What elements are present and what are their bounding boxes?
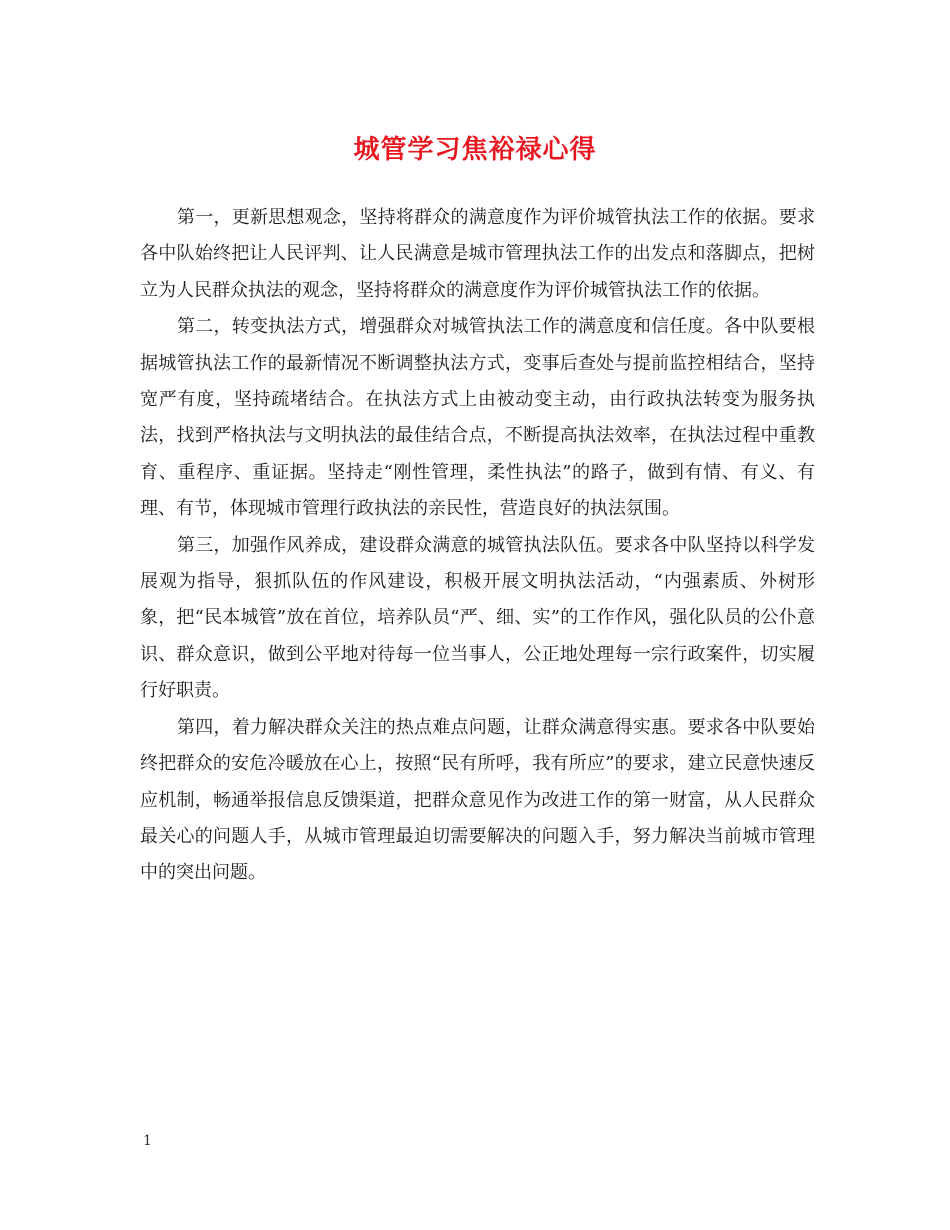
page-title: 城管学习焦裕禄心得 — [353, 135, 597, 165]
paragraph-4: 第四，着力解决群众关注的热点难点问题，让群众满意得实惠。要求各中队要始终把群众的安危冷暖放在心上，按照“民有所呼，我有所应”的要求，建立民意快速反应机制，畅通举报信息反馈渠道，把群众意见作为改进工作的第一财富，从人民群众最关心的问题人手，从城市管理最迫切需要解决的问题入手，努力解决当前城市管理中的突出问题。 — [140, 716, 815, 884]
document-body — [140, 200, 815, 892]
page-number: 1 — [143, 1133, 152, 1149]
paragraph-3: 第三，加强作风养成，建设群众满意的城管执法队伍。要求各中队坚持以科学发展观为指导，狠抓队伍的作风建设，积极开展文明执法活动，“内强素质、外树形象，把“民本城管”放在首位，培养队员“严、细、实”的工作作风，强化队员的公仆意识、群众意识，做到公平地对待每一位当事人，公正地处理每一宗行政案件，切实履行好职责。 — [140, 534, 815, 702]
paragraph-1: 第一，更新思想观念，坚持将群众的满意度作为评价城管执法工作的依据。要求各中队始终把让人民评判、让人民满意是城市管理执法工作的出发点和落脚点，把树立为人民群众执法的观念，坚持将群众的满意度作为评价城管执法工作的依据。 — [140, 207, 815, 301]
paragraph-2: 第二，转变执法方式，增强群众对城管执法工作的满意度和信任度。各中队要根据城管执法工作的最新情况不断调整执法方式，变事后查处与提前监控相结合，坚持宽严有度，坚持疏堵结合。在执法方式上由被动变主动，由行政执法转变为服务执法，找到严格执法与文明执法的最佳结合点，不断提高执法效率，在执法过程中重教育、重程序、重证据。坚持走“刚性管理，柔性执法”的路子，做到有情、有义、有理、有节，体现城市管理行政执法的亲民性，营造良好的执法氛围。 — [140, 316, 815, 520]
